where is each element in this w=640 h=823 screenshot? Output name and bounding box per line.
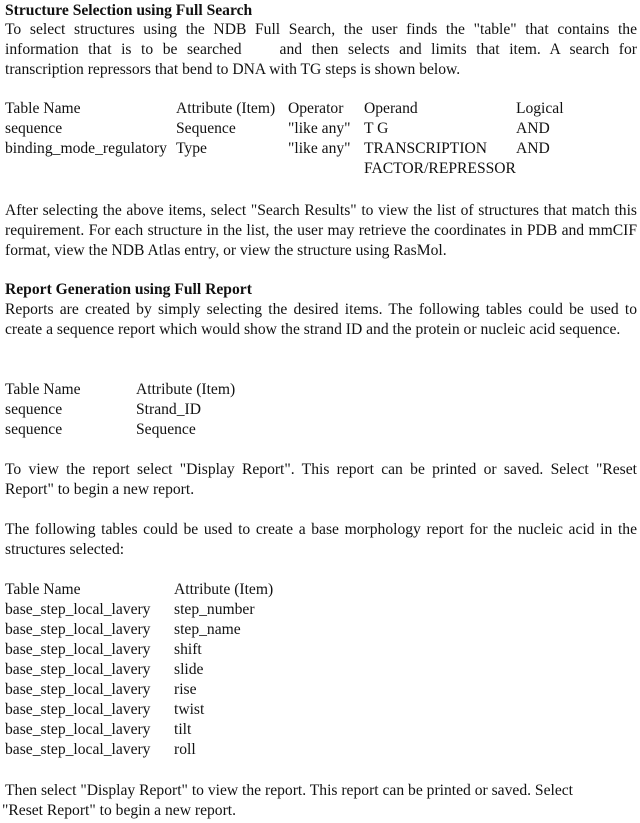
full-report-intro: Reports are created by simply selecting the desired items. The following tables could be used to create a sequence report which would show the strand ID and the protein or nucleic acid sequence.	[5, 301, 637, 338]
table-cell: AND	[515, 120, 550, 137]
table-cell: Sequence	[176, 120, 236, 137]
table-cell: base_step_local_lavery	[5, 741, 151, 758]
search-results-paragraph: After selecting the above items, select "Search Results" to view the list of structures that match this requirement. For each structure in the list, the user may retrieve the coordinates in PDB and mmCIF format, view the NDB Atlas entry, or view the structure using RasMol.	[5, 202, 637, 259]
section-heading-full-search: Structure Selection using Full Search	[5, 2, 253, 19]
table-cell: base_step_local_lavery	[5, 601, 151, 618]
table-row	[5, 660, 314, 680]
column-header: Operand	[364, 100, 418, 117]
table-cell: rise	[174, 681, 197, 698]
full-search-intro-part1: To select structures using the NDB Full Search, the user finds the "table" that contains the information that is to be searched	[5, 21, 637, 58]
table-cell: binding_mode_regulatory	[5, 140, 167, 157]
table-row	[5, 420, 266, 440]
table-cell: sequence	[5, 401, 63, 418]
table-row	[5, 400, 266, 420]
column-header: Table Name	[5, 381, 81, 398]
column-header: Table Name	[5, 100, 81, 117]
table-cell: base_step_local_lavery	[5, 621, 151, 638]
table-cell: "like any"	[288, 120, 351, 137]
full-search-intro-part2: and then selects and limits that item. A search for transcription repressors that bend to DNA with TG steps is shown below.	[5, 41, 637, 78]
full-search-intro	[5, 20, 637, 80]
column-header: Logical	[515, 100, 564, 117]
morphology-report-table	[5, 580, 314, 760]
final-report-line-1: Then select "Display Report" to view the report. This report can be printed or saved. Select	[5, 782, 574, 799]
table-cell: tilt	[174, 721, 192, 738]
table-header-row	[5, 99, 596, 119]
table-row	[5, 720, 314, 740]
table-cell: step_name	[174, 621, 241, 638]
table-row	[5, 700, 314, 720]
table-row	[5, 139, 596, 179]
table-cell: Sequence	[136, 421, 196, 438]
morphology-intro: The following tables could be used to create a base morphology report for the nucleic acid in the structures selected:	[5, 521, 637, 558]
table-row	[5, 680, 314, 700]
table-cell: TRANSCRIPTION FACTOR/REPRESSOR	[364, 140, 516, 177]
table-row	[5, 620, 314, 640]
table-cell: shift	[174, 641, 202, 658]
section-heading-full-report: Report Generation using Full Report	[5, 281, 252, 298]
final-report-paragraph	[2, 781, 574, 821]
table-row	[5, 640, 314, 660]
final-report-line-2: "Reset Report" to begin a new report.	[2, 802, 237, 819]
table-cell: T G	[364, 120, 389, 137]
table-row	[5, 740, 314, 760]
table-cell: base_step_local_lavery	[5, 641, 151, 658]
column-header: Operator	[288, 100, 344, 117]
column-header: Table Name	[5, 581, 81, 598]
table-row	[5, 600, 314, 620]
sequence-report-table	[5, 380, 266, 440]
table-cell: sequence	[5, 421, 63, 438]
table-cell: Type	[176, 140, 207, 157]
table-header-row	[5, 580, 314, 600]
column-header: Attribute (Item)	[174, 581, 274, 598]
table-cell: Strand_ID	[136, 401, 201, 418]
table-cell: base_step_local_lavery	[5, 661, 151, 678]
table-cell: slide	[174, 661, 204, 678]
table-cell: base_step_local_lavery	[5, 681, 151, 698]
column-header: Attribute (Item)	[176, 100, 276, 117]
table-cell: base_step_local_lavery	[5, 721, 151, 738]
table-cell: AND	[515, 140, 550, 157]
table-cell: base_step_local_lavery	[5, 701, 151, 718]
display-report-paragraph: To view the report select "Display Report". This report can be printed or saved. Select "Reset Report" to begin a new report.	[5, 461, 637, 498]
column-header: Attribute (Item)	[136, 381, 236, 398]
table-cell: "like any"	[288, 140, 351, 157]
table-cell: twist	[174, 701, 205, 718]
full-search-table	[5, 99, 596, 179]
table-row	[5, 119, 596, 139]
table-cell: roll	[174, 741, 196, 758]
table-header-row	[5, 380, 266, 400]
table-cell: sequence	[5, 120, 63, 137]
table-cell: step_number	[174, 601, 255, 618]
